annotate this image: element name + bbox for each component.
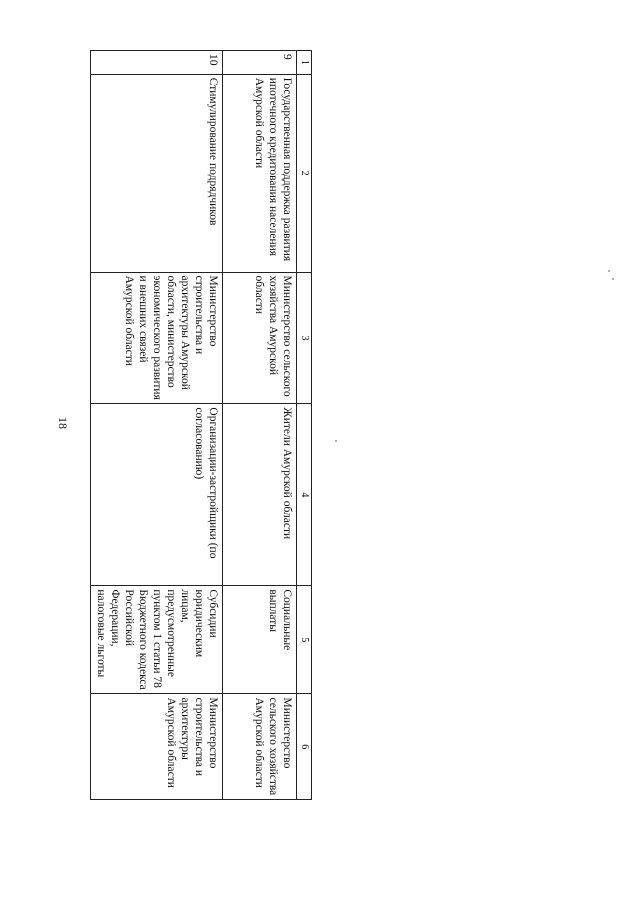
column-number: 6 <box>297 694 312 800</box>
row-number: 9 <box>223 51 297 75</box>
tools-cell: Субсидии юридическим лицам, предусмотренные пунктом 1 статьи 78 Бюджетного кодекса Российской Федерации, налоговые льготы <box>91 586 223 694</box>
column-number: 5 <box>297 586 312 694</box>
column-number: 4 <box>297 404 312 586</box>
participants-cell: Жители Амурской области <box>223 404 297 586</box>
measure-cell: Государственная поддержка развития ипотечного кредитования населения Амурской области <box>223 74 297 272</box>
participants-cell: Организации-застройщики (по согласованию) <box>91 404 223 586</box>
table-container <box>90 50 312 800</box>
table-row <box>223 51 297 800</box>
column-number: 1 <box>297 51 312 75</box>
measures-table <box>90 50 312 800</box>
column-number-row <box>297 51 312 800</box>
responsible-cell: Министерство строительства и архитектуры Амурской области <box>91 694 223 800</box>
scan-speck <box>612 278 614 280</box>
row-number: 10 <box>91 51 223 75</box>
tools-cell: Социальные выплаты <box>223 586 297 694</box>
column-number: 2 <box>297 74 312 272</box>
page-number: 18 <box>56 417 70 429</box>
table-row <box>91 51 223 800</box>
executor-cell: Министерство сельского хозяйства Амурской области <box>223 272 297 404</box>
measure-cell: Стимулирование подрядчиков <box>91 74 223 272</box>
executor-cell: Министерство строительства и архитектуры Амурской области, министерство экономического развития и внешних связей Амурской области <box>91 272 223 404</box>
scan-speck <box>335 440 337 442</box>
responsible-cell: Министерство сельского хозяйства Амурской области <box>223 694 297 800</box>
column-number: 3 <box>297 272 312 404</box>
scan-speck <box>608 270 610 272</box>
